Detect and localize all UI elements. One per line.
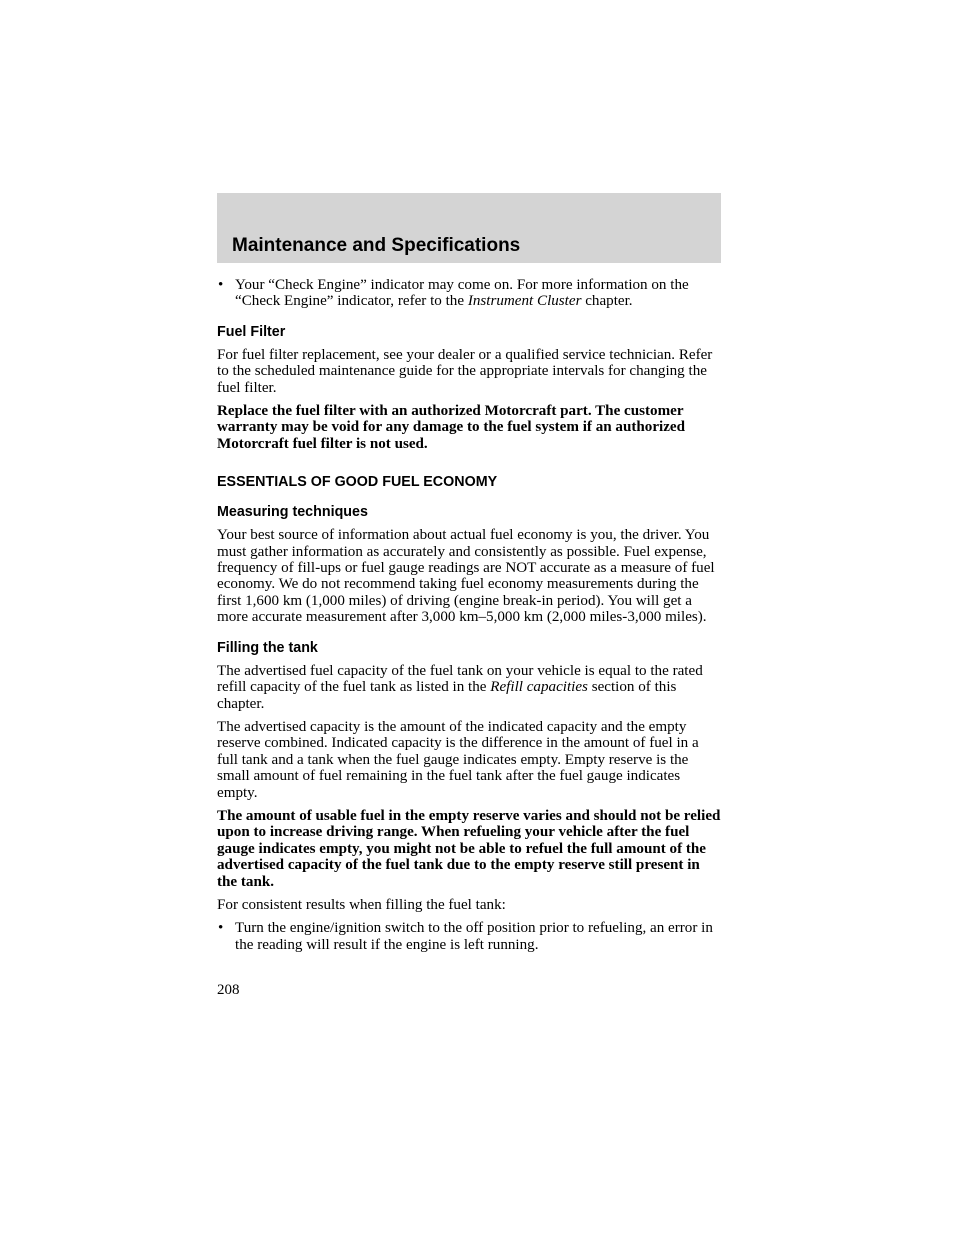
intro-bullet (217, 277, 723, 310)
intro-bullet-italic: Instrument Cluster (467, 293, 582, 310)
fuel-filter-heading: Fuel Filter (217, 323, 286, 340)
intro-bullet-text: Your “Check Engine” indicator may come on. For more information on the “Check Engine” indicator, refer to the (235, 277, 689, 310)
fuel-filter-body: For fuel filter replacement, see your dealer or a qualified service technician. Refer to the scheduled maintenance guide for the appropriate intervals for changing the fuel filter. (217, 346, 713, 396)
filling-bullet-text: Turn the engine/ignition switch to the off position prior to refueling, an error in the reading will result if the engine is left running. (235, 920, 713, 953)
filling-p1-text-end: section of this chapter. (217, 679, 677, 712)
measuring-body: Your best source of information about actual fuel economy is you, the driver. You must gather information as accurately and consistently as possible. Fuel expense, frequency of fill-ups or fuel gauge readings are NOT accurate as a measure of fuel economy. We do not recommend taking fuel economy measurements during the first 1,600 km (1,000 miles) of driving (engine break-in period). You will get a more accurate measurement after 3,000 km–5,000 km (2,000 miles-3,000 miles). (217, 527, 715, 626)
filling-paragraph-2: The advertised capacity is the amount of the indicated capacity and the empty reserve combined. Indicated capacity is the difference in the amount of fuel in a full tank and a tank when the fuel gauge indicates empty. Empty reserve is the small amount of fuel remaining in the fuel tank after the fuel gauge indicates empty. (217, 718, 699, 801)
page-number: 208 (217, 982, 240, 998)
filling-p1-text: The advertised fuel capacity of the fuel tank on your vehicle is equal to the rated refill capacity of the fuel tank as listed in the (217, 662, 703, 696)
section-header-band (217, 193, 721, 263)
section-title: Maintenance and Specifications (232, 235, 521, 256)
filling-paragraph-1 (217, 663, 723, 712)
intro-bullet-text-end: chapter. (581, 293, 633, 310)
page-content (217, 277, 723, 953)
filling-heading: Filling the tank (217, 639, 318, 656)
bullet-marker: • (218, 277, 224, 293)
filling-warning: The amount of usable fuel in the empty reserve varies and should not be relied upon to increase driving range. When refueling your vehicle after the fuel gauge indicates empty, you might not be able to refuel the full amount of the advertised capacity of the fuel tank due to the empty reserve still present in the tank. (217, 807, 721, 890)
filling-lead: For consistent results when filling the fuel tank: (217, 896, 506, 913)
fuel-filter-warning: Replace the fuel filter with an authorized Motorcraft part. The customer warranty may be void for any damage to the fuel system if an authorized Motorcraft fuel filter is not used. (217, 403, 686, 452)
filling-bullet (217, 920, 723, 953)
filling-p1-italic: Refill capacities (490, 679, 588, 696)
measuring-heading: Measuring techniques (217, 504, 368, 521)
bullet-marker: • (218, 920, 224, 937)
essentials-heading: ESSENTIALS OF GOOD FUEL ECONOMY (217, 474, 498, 491)
